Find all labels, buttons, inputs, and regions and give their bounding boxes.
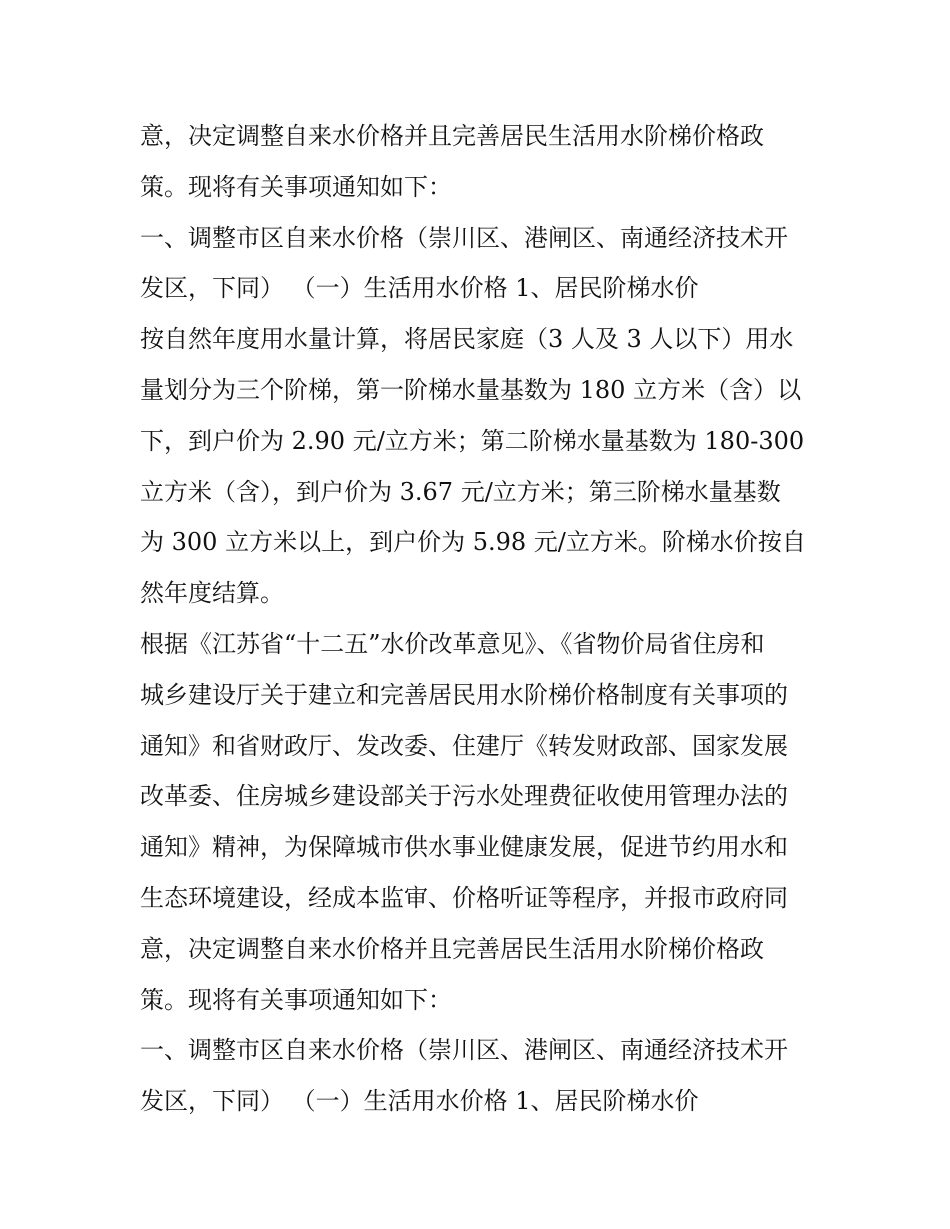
text-line: 根据《江苏省“十二五”水价改革意见》、《省物价局省住房和: [140, 629, 765, 658]
text-line: 为 300 立方米以上，到户价为 5.98 元/立方米。阶梯水价按自: [140, 528, 806, 557]
text-line: 改革委、住房城乡建设部关于污水处理费征收使用管理办法的: [140, 782, 788, 811]
document-body: [140, 111, 820, 1127]
text-line: 城乡建设厅关于建立和完善居民用水阶梯价格制度有关事项的: [140, 680, 788, 709]
text-line: 量划分为三个阶梯，第一阶梯水量基数为 180 立方米（含）以: [140, 375, 802, 404]
text-line: 一、调整市区自来水价格（崇川区、港闸区、南通经济技术开: [140, 1036, 788, 1065]
text-line: 一、调整市区自来水价格（崇川区、港闸区、南通经济技术开: [140, 223, 788, 252]
text-line: 立方米（含），到户价为 3.67 元/立方米；第三阶梯水量基数: [140, 477, 781, 506]
text-line: 发区，下同） （一）生活用水价格 1、居民阶梯水价: [140, 1087, 699, 1116]
text-line: 策。现将有关事项通知如下：: [140, 172, 452, 201]
text-line: 发区，下同） （一）生活用水价格 1、居民阶梯水价: [140, 274, 699, 303]
text-line: 通知》精神，为保障城市供水事业健康发展，促进节约用水和: [140, 833, 788, 862]
text-line: 然年度结算。: [140, 579, 284, 608]
text-line: 策。现将有关事项通知如下：: [140, 985, 452, 1014]
text-line: 意，决定调整自来水价格并且完善居民生活用水阶梯价格政: [140, 122, 764, 150]
text-line: 通知》和省财政厅、发改委、住建厅《转发财政部、国家发展: [140, 731, 788, 760]
text-line: 下，到户价为 2.90 元/立方米；第二阶梯水量基数为 180-300: [140, 426, 805, 455]
text-line: 意，决定调整自来水价格并且完善居民生活用水阶梯价格政: [140, 934, 764, 963]
text-line: 按自然年度用水量计算，将居民家庭（3 人及 3 人以下）用水: [140, 325, 794, 354]
text-line: 生态环境建设，经成本监审、价格听证等程序，并报市政府同: [140, 883, 788, 912]
